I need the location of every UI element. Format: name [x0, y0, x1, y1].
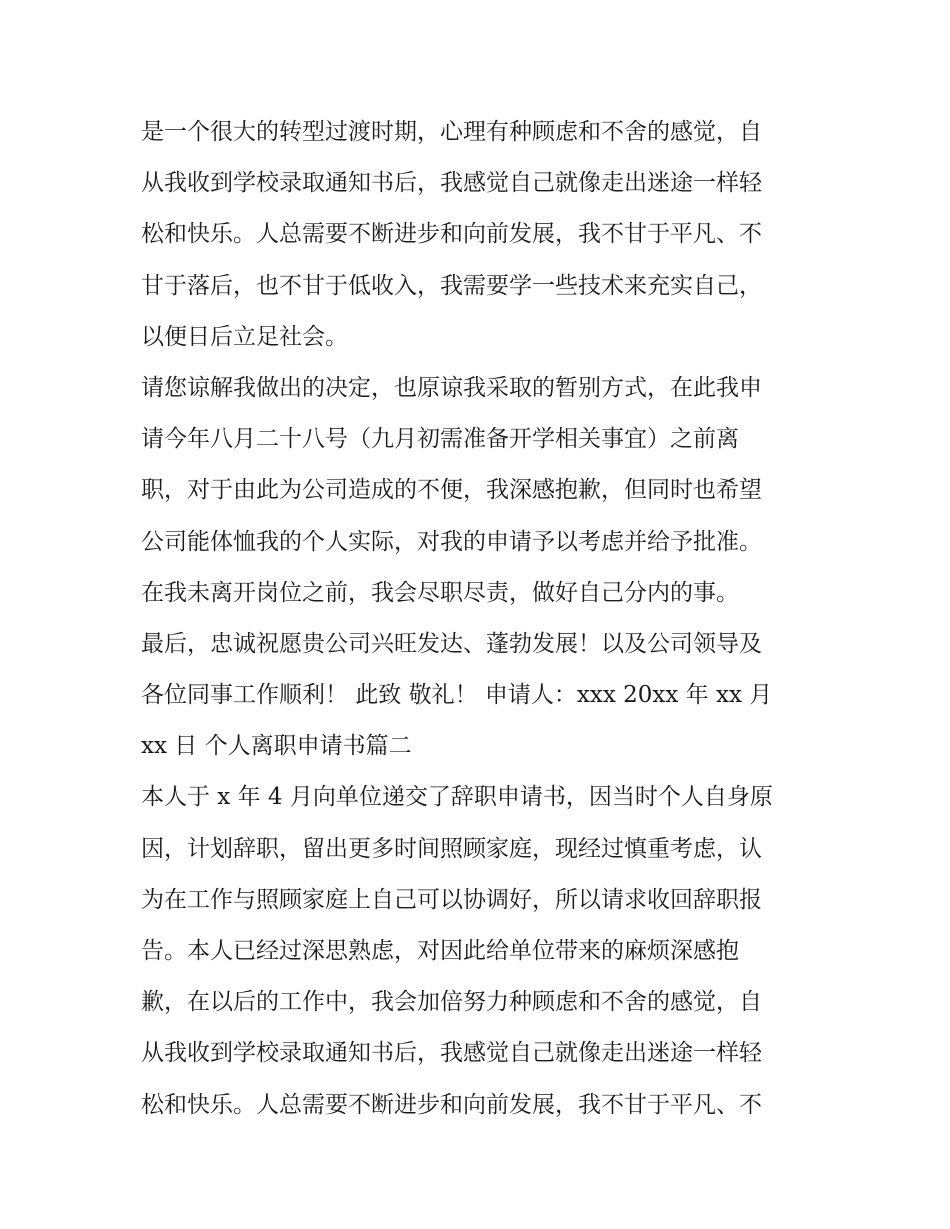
text-line: 本人于 x 年 4 月向单位递交了辞职申请书，因当时个人自身原: [141, 784, 773, 811]
text-line: 在我未离开岗位之前，我会尽职尽责，做好自己分内的事。: [141, 579, 739, 606]
text-line: 为在工作与照顾家庭上自己可以协调好，所以请求收回辞职报: [141, 886, 762, 913]
text-line: 以便日后立足社会。: [141, 323, 348, 350]
text-line: 公司能体恤我的个人实际，对我的申请予以考虑并给予批准。: [141, 528, 762, 555]
text-line: 是一个很大的转型过渡时期，心理有种顾虑和不舍的感觉，自: [141, 119, 762, 145]
text-line: 歉，在以后的工作中，我会加倍努力种顾虑和不舍的感觉，自: [141, 989, 762, 1016]
text-line: 职，对于由此为公司造成的不便，我深感抱歉，但同时也希望: [141, 477, 762, 504]
text-line: 请您谅解我做出的决定，也原谅我采取的暂别方式，在此我申: [141, 374, 762, 401]
text-line: 各位同事工作顺利！ 此致 敬礼！ 申请人：xxx 20xx 年 xx 月: [141, 682, 773, 709]
text-line: 最后，忠诚祝愿贵公司兴旺发达、蓬勃发展！以及公司领导及: [141, 630, 762, 657]
text-line: 甘于落后，也不甘于低收入，我需要学一些技术来充实自己，: [141, 272, 762, 299]
text-line: 松和快乐。人总需要不断进步和向前发展，我不甘于平凡、不: [141, 221, 762, 248]
text-line: 因，计划辞职，留出更多时间照顾家庭，现经过慎重考虑，认: [141, 835, 762, 862]
text-line: 请今年八月二十八号（九月初需准备开学相关事宜）之前离: [141, 426, 739, 453]
text-line: 从我收到学校录取通知书后，我感觉自己就像走出迷途一样轻: [141, 170, 762, 197]
body-text: [141, 107, 821, 1131]
text-line: 告。本人已经过深思熟虑，对因此给单位带来的麻烦深感抱: [141, 938, 739, 964]
text-line: 松和快乐。人总需要不断进步和向前发展，我不甘于平凡、不: [141, 1091, 762, 1118]
text-line: xx 日 个人离职申请书篇二: [141, 733, 412, 760]
text-line: 从我收到学校录取通知书后，我感觉自己就像走出迷途一样轻: [141, 1040, 762, 1067]
